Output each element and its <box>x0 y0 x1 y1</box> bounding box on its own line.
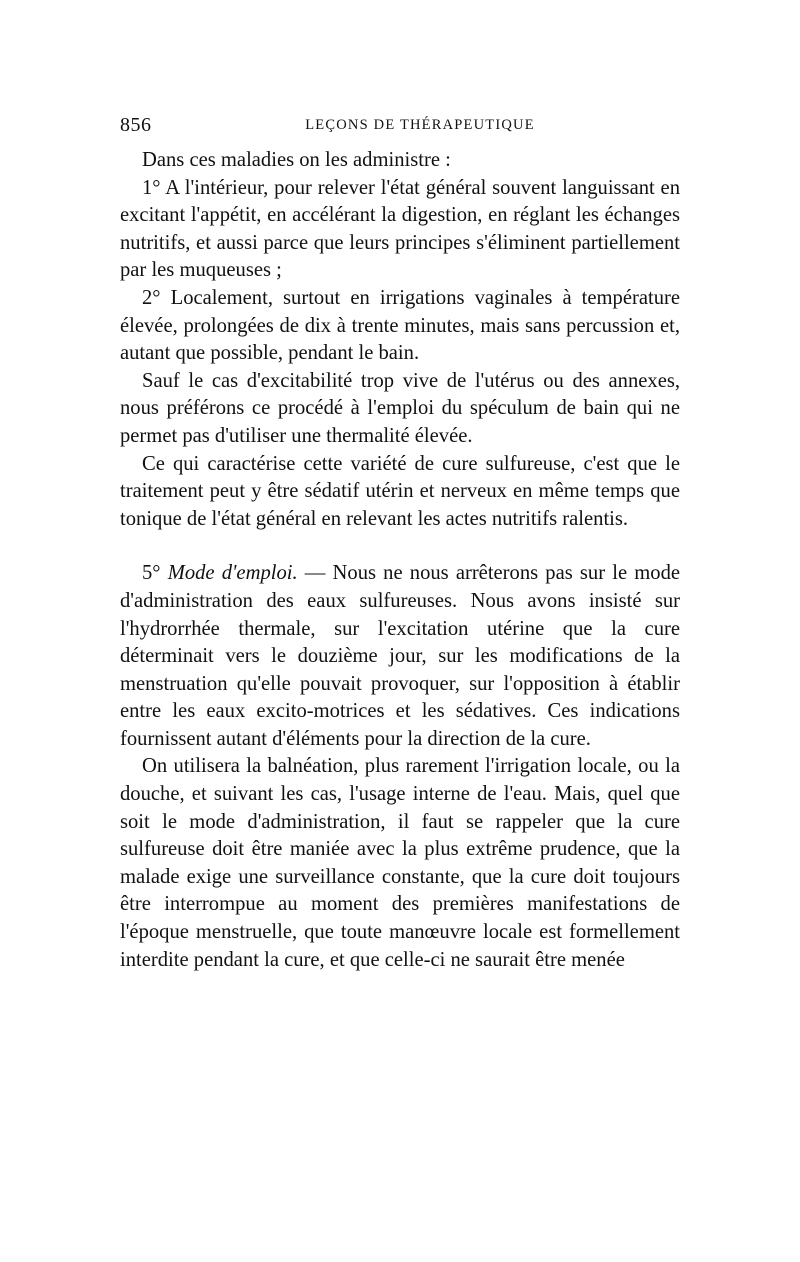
paragraph-mode-emploi-text: — Nous ne nous arrêterons pas sur le mode d'administration des eaux sulfureuses. Nous avons insisté sur l'hydrorrhée thermale, sur l'excitation utérine que la cure déterminait vers le douzième jour, sur les modifications de la menstruation qu'elle pouvait provoquer, sur l'opposition à établir entre les eaux excito-motrices et les sédatives. Ces indications fournissent autant d'éléments pour la direction de la cure. <box>120 562 681 750</box>
page-number: 856 <box>120 114 152 136</box>
running-title: LEÇONS DE THÉRAPEUTIQUE <box>305 117 535 133</box>
paragraph-point-1: 1° A l'intérieur, pour relever l'état général souvent languissant en excitant l'appétit, en accélérant la digestion, en réglant les échanges nutritifs, et aussi parce que leurs principes s'éliminent partiellement par les muqueuses ; <box>120 176 680 282</box>
body-text <box>120 147 680 974</box>
paragraph-balneation: On utilisera la balnéation, plus rarement l'irrigation locale, ou la douche, et suivant les cas, l'usage interne de l'eau. Mais, quel que soit le mode d'administration, il faut se rappeler que la cure sulfureuse doit être maniée avec la plus extrême prudence, que la malade exige une surveillance constante, que la cure doit toujours être interrompue au moment des premières manifestations de l'époque menstruelle, que toute manœuvre locale est formellement interdite pendant la cure, et que celle-ci ne saurait être menée <box>120 755 680 971</box>
paragraph-mode-emploi <box>120 560 680 753</box>
paragraph-point-2: 2° Localement, surtout en irrigations vaginales à température élevée, prolongées de dix à trente minutes, mais sans percussion et, autant que possible, pendant le bain. <box>120 286 680 365</box>
section-number: 5° <box>142 562 168 585</box>
section-heading-mode-emploi: Mode d'emploi. <box>167 562 298 585</box>
paragraph-speculum: Sauf le cas d'excitabilité trop vive de l'utérus ou des annexes, nous préférons ce procédé à l'emploi du spéculum de bain qui ne permet pas d'utiliser une thermalité élevée. <box>120 369 680 447</box>
paragraph-intro: Dans ces maladies on les administre : <box>142 149 451 171</box>
paragraph-cure-character: Ce qui caractérise cette variété de cure sulfureuse, c'est que le traitement peut y être sédatif utérin et nerveux en même temps que tonique de l'état général en relevant les actes nutritifs ralentis. <box>120 452 680 530</box>
page-header <box>120 114 680 138</box>
